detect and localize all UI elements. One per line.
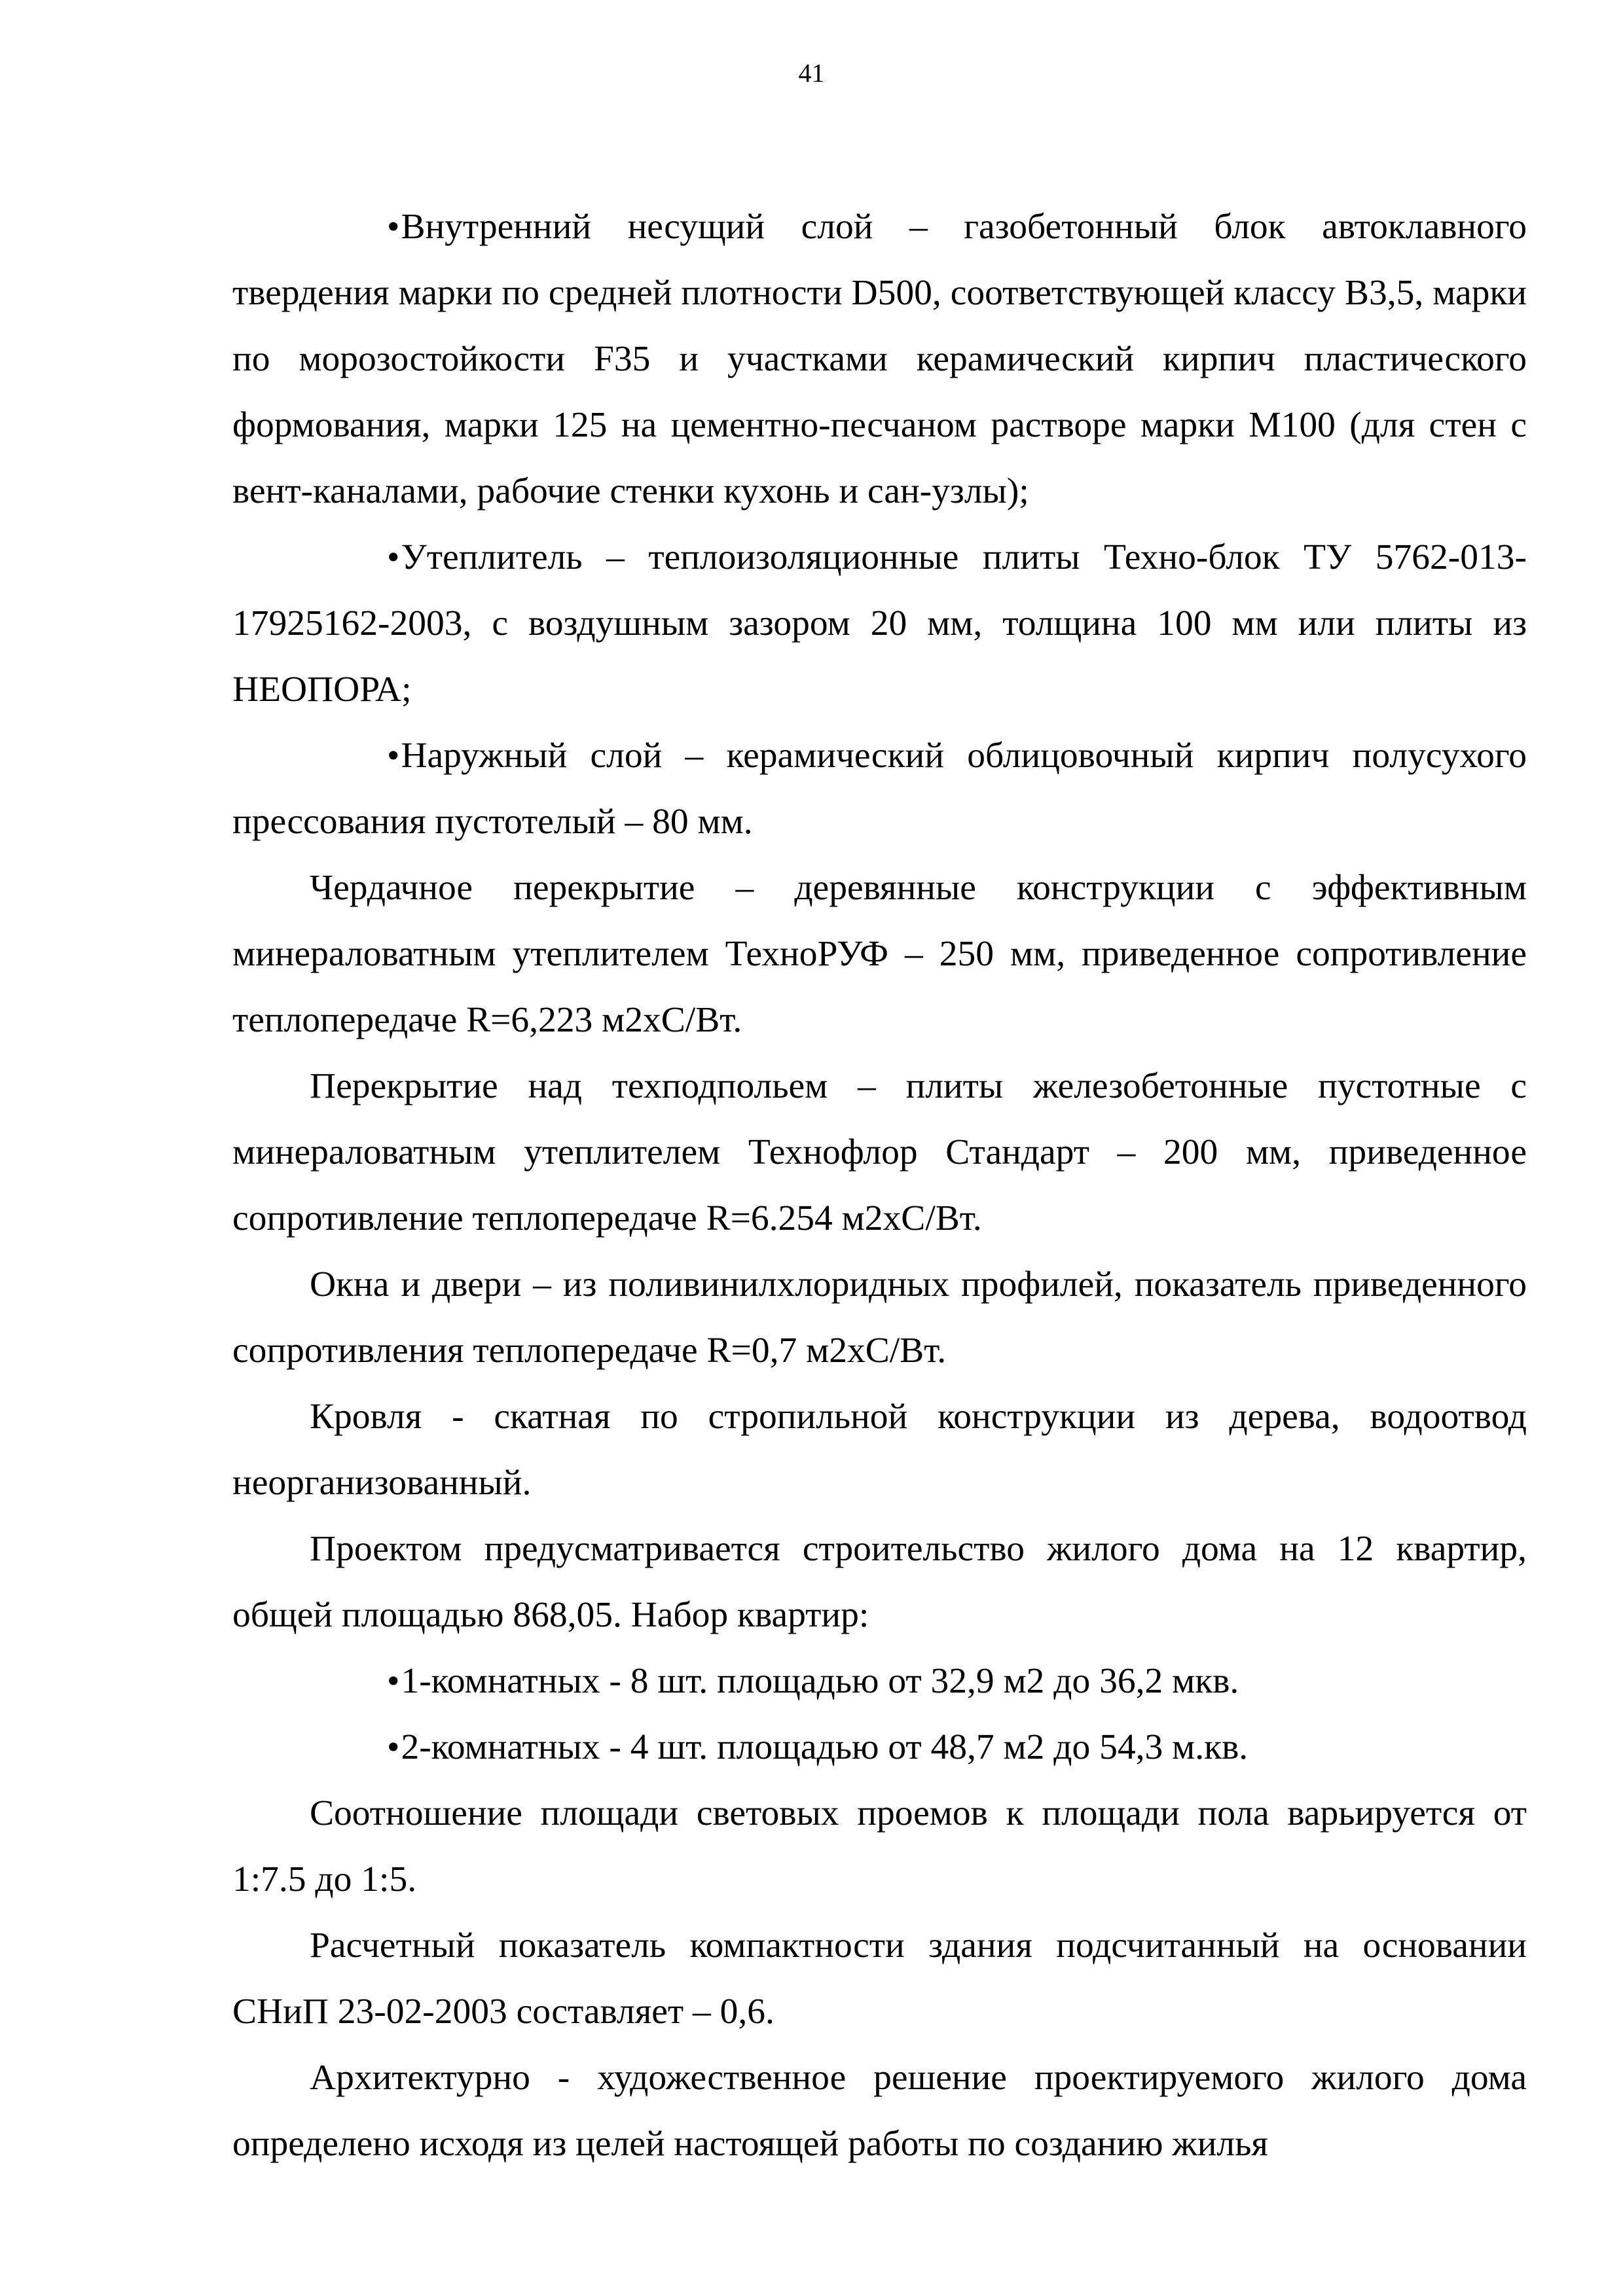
bullet-marker: • xyxy=(387,1661,400,1701)
paragraph: Чердачное перекрытие – деревянные конструкции с эффективным минераловатным утеплителем ТехноРУФ – 250 мм, приведенное сопротивление теплопередаче R=6,223 м2хС/Вт. xyxy=(232,868,1527,1040)
paragraph-text: Внутренний несущий слой – газобетонный блок автоклавного твердения марки по средней плотности D500, соответствующей классу B3,5, марки по морозостойкости F35 и участками керамический кирпич пластического формования, марки 125 на цементно-песчаном растворе марки М100 (для стен с вент-каналами, рабочие стенки кухонь и сан-узлы); xyxy=(232,207,1527,511)
paragraph-text: 2-комнатных - 4 шт. площадью от 48,7 м2 до 54,3 м.кв. xyxy=(401,1727,1249,1767)
bullet-marker: • xyxy=(387,537,400,577)
bullet-paragraph xyxy=(232,723,1527,855)
bullet-paragraph xyxy=(232,524,1527,723)
bullet-marker: • xyxy=(387,207,400,247)
paragraph: Проектом предусматривается строительство жилого дома на 12 квартир, общей площадью 868,05. Набор квартир: xyxy=(232,1529,1527,1635)
paragraph: Архитектурно - художественное решение проектируемого жилого дома определено исходя из целей настоящей работы по созданию жилья xyxy=(232,2058,1527,2164)
page-number: 41 xyxy=(798,58,825,88)
paragraph: Перекрытие над техподпольем – плиты железобетонные пустотные с минераловатным утеплителем Технофлор Стандарт – 200 мм, приведенное сопротивление теплопередаче R=6.254 м2хС/Вт. xyxy=(232,1066,1527,1238)
paragraph: Соотношение площади световых проемов к площади пола варьируется от 1:7.5 до 1:5. xyxy=(232,1793,1527,1899)
paragraph: Расчетный показатель компактности здания подсчитанный на основании СНиП 23-02-2003 составляет – 0,6. xyxy=(232,1926,1527,2032)
bullet-paragraph xyxy=(232,194,1527,524)
paragraph: Окна и двери – из поливинилхлоридных профилей, показатель приведенного сопротивления теплопередаче R=0,7 м2хС/Вт. xyxy=(232,1265,1527,1371)
bullet-paragraph xyxy=(232,1648,1527,1714)
document-body xyxy=(232,194,1527,2177)
bullet-marker: • xyxy=(387,1727,400,1767)
paragraph: Кровля - скатная по стропильной конструкции из дерева, водоотвод неорганизованный. xyxy=(232,1397,1527,1503)
bullet-paragraph xyxy=(232,1714,1527,1780)
paragraph-text: Наружный слой – керамический облицовочный кирпич полусухого прессования пустотелый – 80 мм. xyxy=(232,736,1527,842)
paragraph-text: Утеплитель – теплоизоляционные плиты Техно-блок ТУ 5762-013-17925162-2003, с воздушным зазором 20 мм, толщина 100 мм или плиты из НЕОПОРА; xyxy=(232,537,1527,709)
bullet-marker: • xyxy=(387,736,400,776)
paragraph-text: 1-комнатных - 8 шт. площадью от 32,9 м2 до 36,2 мкв. xyxy=(401,1661,1239,1701)
